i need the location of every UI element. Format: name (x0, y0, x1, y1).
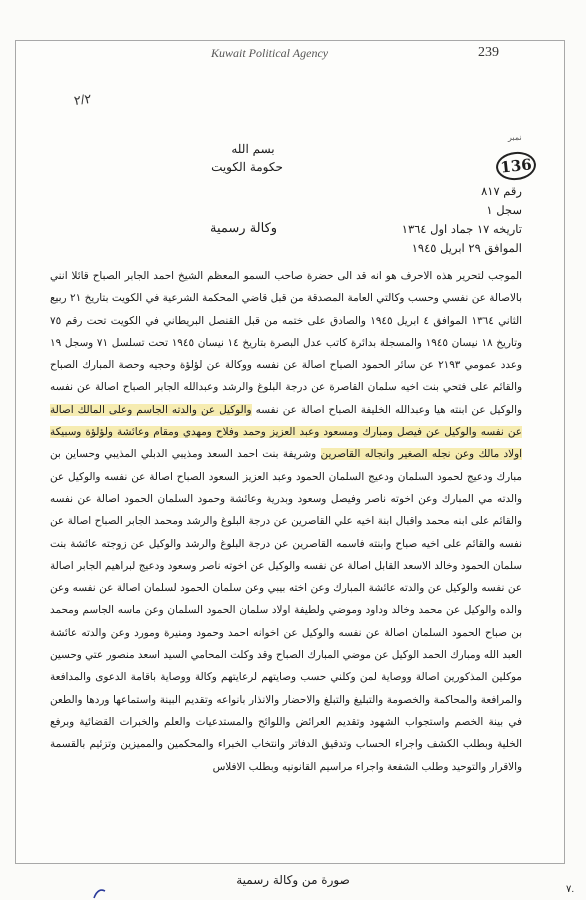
gregorian-date: الموافق ٢٩ ابريل ١٩٤٥ (411, 241, 522, 255)
body-text-end: وشريفة بنت احمد السعد ومذيبي الدبلي المذيبي وحساين بن مبارك ودعيج لحمود السلمان ودعيج السلمان الحمود وعبد العزيز السعود الصباح اصالة عن نفسه والوكيل عن والدته مي المبارك وعن اخوته ناصر وفيصل وسعود وبدرية وعائشة وحمود السلمان الحمود اصالة عن نفسه والقائم على ابنه محمد واقبال ابنة اخيه علي القاصرين عن درجة البلوغ والرشد ومحمد الجابر الصباح اصالة عن نفسه والقائم على اخيه صباح وابنته فاسمه القاصرين عن درجة البلوغ والرشد والوكيل عن زوجته عائشة بنت سلمان الحمود وخالد الاسعد القابل اصالة عن نفسه والوكيل عن اخوته ناصر وسعود ودعيج لبراهيم الجابر اصالة عن نفسه والوكيل عن والدته عائشة المبارك وعن اخته بيبي وعن سلمان الحمود لسلمان اصالة عن نفسه وعن والده والوكيل عن محمد وخالد وداود وموضي ولطيفة اولاد سلمان الحمود السلمان وعن ماسه الجاسم ومحمد بن صباح الحمود السلمان اصالة عن نفسه والوكيل عن اخوانه احمد وحمود ومنيرة ومورد وعن والدته عائشة العبد الله ومبارك الحمد الوكيل عن موضي المبارك الصباح وقد وكلت المحامي السيد اسعد منصور عتي وحسين موكلين المذكورين اصالة ووصاية لمن وكلني حسب وصايتهم لرعايتهم وكالة ووصاية باقامة الدعوى والمدافعة والمرافعة والمحاكمة والخصومة والتبليغ والتبلغ والاحضار والانذار بانواعه وتقديم البينة واستماعها وردها والطعن في بينة الخصم واستجواب الشهود وتقديم العرائض واللوائح والمستدعيات والعلم والخبرات القضائية وبرفع الخلية وبطلب الكشف واجراء الحساب وتدقيق الدفاتر وانتخاب الخبراء والمحكمين والمميزين وتزئيم بالقسمة والاقرار والتوحيد وطلب الشفعة واجراء مراسيم القانونيه وبطلب الافلاس (50, 448, 522, 773)
government-heading: حكومة الكويت (211, 160, 283, 174)
page-edge-marks: ٧. (566, 884, 575, 895)
agency-header: Kuwait Political Agency (211, 46, 329, 60)
header-strip (16, 41, 564, 87)
image-caption: صورة من وكالة رسمية (236, 873, 350, 887)
stamp-number: 136 (495, 150, 538, 182)
reference-number: رقم ٨١٧ (481, 184, 522, 198)
body-paragraph (50, 265, 522, 778)
margin-note: ٢/٢ (72, 90, 93, 109)
highlighted-passage: والوكيل عن والدته الجاسم وعلى المالك اصالة عن نفسه والوكيل عن فيصل ومبارك ومسعود وعبد العزيز وحمد وفلاح ومهدي ومقام وعائشة ولؤلؤة وسبيكة اولاد مالك وعن نجله الصغير وانجاله القاصرين (50, 403, 522, 461)
stamp-label: نمبر (508, 133, 522, 142)
reference-block (402, 182, 522, 258)
handwritten-mark (92, 888, 108, 900)
basmala: بسم الله (231, 142, 275, 156)
hijri-date: تاريخه ١٧ جماد اول ١٣٦٤ (401, 222, 522, 236)
register-number: سجل ١ (486, 203, 522, 217)
document-title: وكالة رسمية (210, 221, 278, 236)
body-text-start: الموجب لتحرير هذه الاحرف هو انه قد الى حضرة صاحب السمو المعظم الشيخ احمد الجابر الصباح قائلا انني بالاصالة عن نفسي وحسب وكالتي العامة المصدقة من قبل قاضي المحكمة الشرعية في الكويت بتاريخ ٢١ ربيع الثاني ١٣٦٤ الموافق ٤ ابريل ١٩٤٥ والصادق على ختمه من قبل القنصل البريطاني في الكويت تحت رقم ٧٥ وتاريخ ١٨ نيسان ١٩٤٥ والمسجلة بدائرة كاتب عدل البصرة بتاريخ ١٤ نيسان ١٩٤٥ تحت تسلسل ٧١ وسجل ١٩ وعدد عمومي ٢١٩٣ عن سائر الحمود الصباح اصالة عن نفسه ووكالة عن لؤلؤة وحجيه وحصة المبارك الصباح والقائم على فتحي بنت اخيه سلمان القاصرة عن درجة البلوغ والرشد وعبدالله الجابر الصباح اصالة عن نفسه والوكيل عن ابنته هيا وعبدالله الخليفة الصباح اصالة عن نفسه (50, 270, 522, 416)
folio-number: 239 (478, 45, 499, 60)
document-body (50, 142, 522, 862)
